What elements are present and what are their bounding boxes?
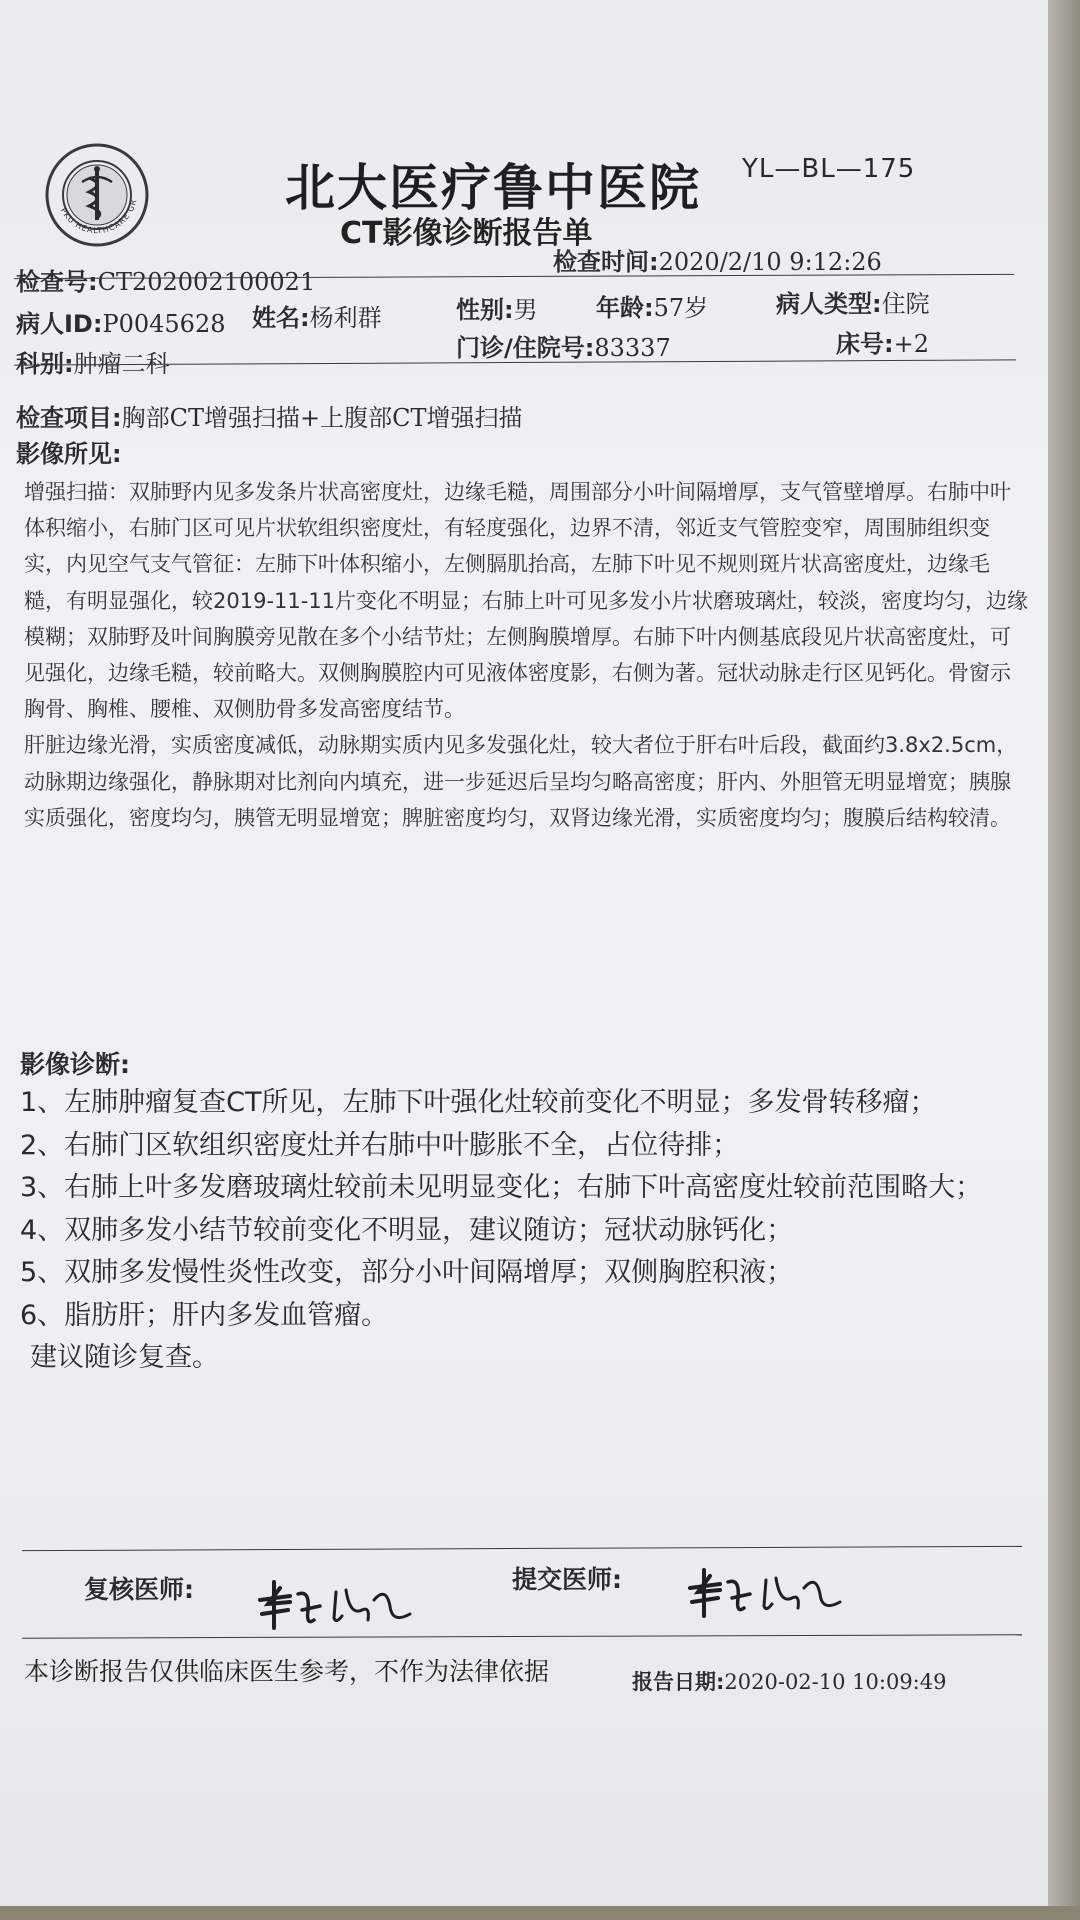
hospital-logo [44, 142, 150, 248]
report-date-label: 报告日期: [632, 1670, 725, 1694]
exam-no-value: CT202002100021 [97, 268, 316, 296]
dept-label: 科别: [16, 350, 74, 378]
bed-value: +2 [893, 330, 929, 358]
reviewer-label: 复核医师: [84, 1575, 194, 1604]
patient-id-value: P0045628 [102, 310, 226, 338]
exam-time-field [553, 242, 882, 277]
submitter-signature [680, 1558, 850, 1632]
age-label: 年龄: [596, 294, 654, 322]
admission-value: 83337 [594, 334, 671, 362]
signature-top-rule [22, 1546, 1022, 1551]
name-label: 姓名: [252, 304, 310, 332]
exam-time-value: 2020/2/10 9:12:26 [658, 248, 882, 276]
findings-paragraph-chest: 增强扫描：双肺野内见多发条片状高密度灶，边缘毛糙，周围部分小叶间隔增厚，支气管壁增厚。右肺中叶体积缩小，右肺门区可见片状软组织密度灶，有轻度强化，边界不清，邻近支气管腔变窄，周围肺组织变实，内见空气支气管征：左肺下叶体积缩小，左侧膈肌抬高，左肺下叶见不规则斑片状高密度灶，边缘毛糙，有明显强化，较2019-11-11片变化不明显；右肺上叶可见多发小片状磨玻璃灶，较淡，密度均匀，边缘模糊；双肺野及叶间胸膜旁见散在多个小结节灶；左侧胸膜增厚。右肺下叶内侧基底段见片状高密度灶，可见强化，边缘毛糙，较前略大。双侧胸膜腔内可见液体密度影，右侧为著。冠状动脉走行区见钙化。骨窗示胸骨、胸椎、腰椎、双侧肋骨多发高密度结节。 [24, 480, 1029, 722]
diagnosis-list [20, 1082, 1030, 1380]
diagnosis-item: 5、双肺多发慢性炎性改变，部分小叶间隔增厚；双侧胸腔积液； [20, 1257, 794, 1288]
background-edge [1048, 0, 1080, 1920]
report-date-value: 2020-02-10 10:09:49 [724, 1670, 947, 1694]
diagnosis-item: 2、右肺门区软组织密度灶并右肺中叶膨胀不全，占位待排； [20, 1129, 740, 1161]
patient-id-field [16, 304, 226, 339]
signature-bottom-rule [22, 1634, 1022, 1638]
exam-no-field [16, 262, 315, 297]
diagnosis-item: 4、双肺多发小结节较前变化不明显，建议随访；冠状动脉钙化； [20, 1214, 794, 1246]
hospital-name: 北大医疗鲁中医院 [285, 159, 701, 217]
submitter-label: 提交医师: [512, 1565, 622, 1594]
dept-value: 肿瘤二科 [73, 350, 170, 378]
age-field [596, 288, 708, 323]
report-title: CT影像诊断报告单 [340, 216, 593, 251]
patient-type-label: 病人类型: [776, 290, 882, 318]
name-value: 杨利群 [309, 304, 382, 332]
patient-id-label: 病人ID: [16, 310, 103, 338]
age-value: 57岁 [653, 294, 709, 322]
reviewer-signature [250, 1570, 420, 1644]
exam-item-field [16, 398, 522, 433]
diagnosis-item: 1、左肺肿瘤复查CT所见，左肺下叶强化灶较前变化不明显；多发骨转移瘤； [20, 1087, 937, 1118]
exam-item-value: 胸部CT增强扫描+上腹部CT增强扫描 [121, 404, 523, 432]
sex-label: 性别: [456, 296, 514, 324]
diagnosis-advice: 建议随诊复查。 [30, 1342, 219, 1373]
disclaimer: 本诊断报告仅供临床医生参考，不作为法律依据 [24, 1657, 550, 1686]
diagnosis-item: 3、右肺上叶多发磨玻璃灶较前未见明显变化；右肺下叶高密度灶较前范围略大； [20, 1172, 983, 1203]
exam-no-label: 检查号: [16, 268, 98, 296]
logo-text: PKU HEALTHCARE GR [58, 197, 139, 236]
sex-field [456, 290, 538, 325]
bed-field [836, 324, 929, 359]
findings-text [24, 474, 1030, 836]
exam-item-label: 检查项目: [16, 404, 122, 432]
report-date-field [632, 1666, 946, 1696]
admission-label: 门诊/住院号: [456, 334, 595, 362]
sex-value: 男 [513, 296, 538, 324]
patient-type-value: 住院 [881, 290, 930, 318]
admission-field [456, 328, 671, 363]
dept-field [16, 344, 170, 379]
name-field [252, 298, 382, 333]
diagnosis-label: 影像诊断: [20, 1050, 130, 1079]
exam-time-label: 检查时间: [553, 248, 659, 276]
patient-type-field [776, 284, 930, 319]
form-code: YL—BL—175 [742, 154, 916, 184]
findings-label: 影像所见: [16, 440, 122, 468]
diagnosis-item: 6、脂肪肝；肝内多发血管瘤。 [20, 1299, 389, 1331]
background-bottom [0, 1906, 1080, 1920]
findings-paragraph-abdomen: 肝脏边缘光滑，实质密度减低，动脉期实质内见多发强化灶，较大者位于肝右叶后段，截面约3.8x2.5cm，动脉期边缘强化，静脉期对比剂向内填充，进一步延迟后呈均匀略高密度；肝内、外胆管无明显增宽；胰腺实质强化，密度均匀，胰管无明显增宽；脾脏密度均匀，双肾边缘光滑，实质密度均匀；腹膜后结构较清。 [24, 733, 1018, 830]
bed-label: 床号: [836, 330, 894, 358]
